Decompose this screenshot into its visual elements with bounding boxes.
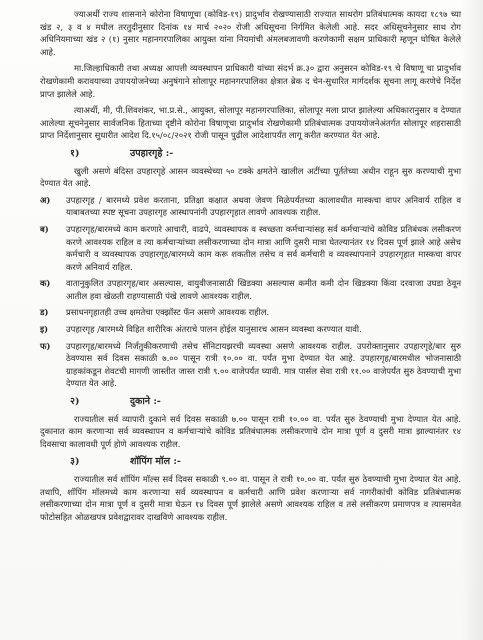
section-lead: राज्यातील सर्व शॉपिंग मॉल्स सर्व दिवस सकाळी ९.०० वा. पासून ते रात्री १०.०० वा. पर्यंत सुरु ठेवण्याची मुभा देण्यात येत आहे. तथापि, शॉपिंग मॉलमध्ये काम करणाऱ्या सर्व व्यवस्थापन व कर्मचारी आणि प्रवेश करणाऱ्या सर्व नागरीकांची कोविड प्रतिबंधात्मक लसीकरणाच्या दोन मात्रा पूर्ण व दुसरी मात्रा घेऊन १४ दिवस पूर्ण झालेले असणे आवश्यक राहिल व तसे लसीकरण प्रमाणपत्र व त्यासमवेत फोटोसहित ओळखपत्र प्रवेशद्वारावर दाखविणे आवश्यक राहील. bbox=[40, 474, 461, 522]
section-heading-shopping-mall bbox=[70, 456, 461, 469]
list-item bbox=[40, 223, 461, 273]
section-title: दुकाने :- bbox=[130, 396, 161, 408]
section-heading-shops bbox=[70, 396, 461, 409]
list-item-text: प्रसाधनगृहातही उच्च क्षमतेचा एक्झॉस्ट फॅन असणे आवश्यक राहील. bbox=[66, 307, 270, 318]
list-item bbox=[40, 194, 461, 219]
section-title: शॉपिंग मॉल :- bbox=[130, 456, 181, 468]
list-item-label: इ) bbox=[40, 324, 49, 335]
list-item-text: वातानुकुलित उपहारगृह/बार असल्यास, वायुवीजनासाठी खिडक्या असल्यास कमीत कमी दोन खिडक्या किंवा दरवाजा उघडा ठेवून आतील हवा खेळती राहण्यासाठी पंखे लावणे आवश्यक राहील. bbox=[66, 278, 461, 301]
section-heading-restaurants bbox=[70, 148, 461, 161]
list-item-label: ड) bbox=[40, 307, 49, 318]
list-item bbox=[40, 306, 461, 319]
intro-paragraph-2: मा.जिल्हाधिकारी तथा अध्यक्ष आपत्ती व्यवस्थापन प्राधिकारी यांच्या संदर्भ क्र.३० द्वारा अनुसरन कोविड-१९ चे विषाणू चा प्रादुर्भाव रोखणेकामी करावयाच्या उपाययोजनेच्या अनुषंगाने सोलापूर महानगरपालिका क्षेत्रात ब्रेक द चेन-सुधारित मार्गदर्शक सूचना लागू करणेचे निर्देश प्राप्त झालेले आहे. bbox=[40, 63, 461, 99]
list-item-text: उपहारगृह/बारमध्ये काम करणारे आचारी, वाढपे, व्यवस्थापक व स्वच्छता कर्मचाऱ्यांसह सर्व कर्मचाऱ्यांचे कोविड प्रतिबंधक लसीकरण करणे आवश्यक राहिल व त्या कर्मचाऱ्यांच्या लसीकरणाच्या दोन मात्रा आणि दुसरी मात्रा घेतल्यानंतर १४ दिवस पूर्ण झाले आहे असेच कर्मचारी व व्यवस्थापक उपहारगृह/बारमध्ये काम करू शकतील तसेच व सर्व कर्मचारी व व्यवस्थापनाने उपहारगृहात मास्कचा वापर करणे अनिवार्य राहिल. bbox=[66, 223, 461, 272]
intro-paragraph-3: त्याअर्थी, मी, पी.शिवशंकर, भा.प्र.से., आयुक्त, सोलापूर महानगरपालिका, सोलापूर मला प्राप्त झालेल्या अधिकारानुसार व देण्यात आलेल्या सूचनेनुसार सार्वजनिक हिताच्या दृष्टीने कोरोना विषाणूचा प्रादुर्भाव रोखणेकामी प्रतिबंधात्मक उपाययोजनेअंतर्गत सोलापूर शहरासाठी प्राप्त निर्देशानुसार सुधारीत आदेश दि.१५/०८/२०२१ रोजी पासून पुढील आदेशापर्यंत लागू करीत करण्यात येत आहे. bbox=[40, 105, 461, 141]
section-lead: खुली असणे बंदिस्त उपहारगृहे आसन व्यवस्थेच्या ५० टक्के क्षमतेने खालील अटींच्या पूर्ततेच्या अधीन राहून सुरु करण्याची मुभा देण्यात येत आहे. bbox=[40, 165, 461, 189]
list-item-label: अ) bbox=[40, 194, 51, 205]
list-item-text: उपहारगृह/बारमध्ये निर्जंतुकीकरणाची तसेच सॅनिटायझरची व्यवस्था असणे आवश्यक राहील. उपरोक्तानुसार उपहारगृहे/बार सुरु ठेवण्यास सर्व दिवस सकाळी ७.०० पासून रात्री १०.०० वा. पर्यंत मुभा देण्यात येत आहे. उपहारगृह/बारमधील भोजनासाठी ग्राहकांकडून शेवटची मागणी जास्तीत जास्त रात्री ९.०० वाजेपर्यंत घ्यावी. मात्र पार्सल सेवा रात्री ११.०० वाजेपर्यंत सुरु ठेवण्याची मुभा देण्यात येत आहे. bbox=[66, 340, 461, 389]
list-item-label: ब) bbox=[40, 223, 49, 234]
section-title: उपहारगृहे :- bbox=[130, 147, 174, 159]
list-item-label: क) bbox=[40, 278, 51, 289]
section-number: ३) bbox=[70, 456, 80, 468]
section-number: २) bbox=[70, 396, 80, 408]
list-item bbox=[40, 340, 461, 390]
intro-paragraph-1: ज्याअर्थी राज्य शासनाने कोरोना विषाणूचा (कोविड-१९) प्रादुर्भाव रोखण्यासाठी राज्यात साथरोग प्रतिबंधात्मक कायदा १८९७ च्या खंड २, ३ व ४ मधील तरतुदीनुसार दिनांक १४ मार्च २०२० रोजी अधिसूचना निर्गमित केलेली आहे. सदर अधिसूचनेनुसार साथ रोग अधिनियमाच्या खंड २ (१) नुसार महानगरपालिका आयुक्त यांना नियमांची अंमलबजावणी करणेकामी सक्षम प्राधिकारी म्हणून घोषित केलेले आहे. bbox=[40, 9, 461, 57]
section-lead: राज्यातील सर्व व्यापारी दुकाने सर्व दिवस सकाळी ७.०० पासून रात्री १०.०० वा. पर्यंत सुरु ठेवण्याची मुभा देण्यात येत आहे. दुकानात काम करणाऱ्या सर्व व्यवस्थापन व कर्मचाऱ्यांचे कोविड प्रतिबंधात्मक लसीकरणाचे दोन मात्रा पूर्ण व दुसरी मात्रा झाल्यानंतर १४ दिवसाचा कालावधी पूर्ण होणे आवश्यक राहील. bbox=[40, 413, 461, 449]
list-item bbox=[40, 277, 461, 302]
list-item bbox=[40, 323, 461, 336]
list-item-label: फ) bbox=[40, 340, 51, 351]
section-number: १) bbox=[70, 147, 80, 159]
list-item-text: उपहारगृह /बारमध्ये विहित शारीरिक अंतराचे पालन होईल यानुसारच आसन व्यवस्था करण्यात यावी. bbox=[66, 324, 362, 335]
list-item-text: उपहारगृह / बारमध्ये प्रवेश करताना, प्रतिक्षा कक्षात अथवा जेवण मिळेपर्यंतच्या कालावधीत मास्कचा वापर अनिवार्य राहिल व याबाबतच्या स्पष्ट सूचना उपहारगृह आस्थापनांनी उपहारगृहात लावणे आवश्यक राहील. bbox=[66, 194, 461, 218]
